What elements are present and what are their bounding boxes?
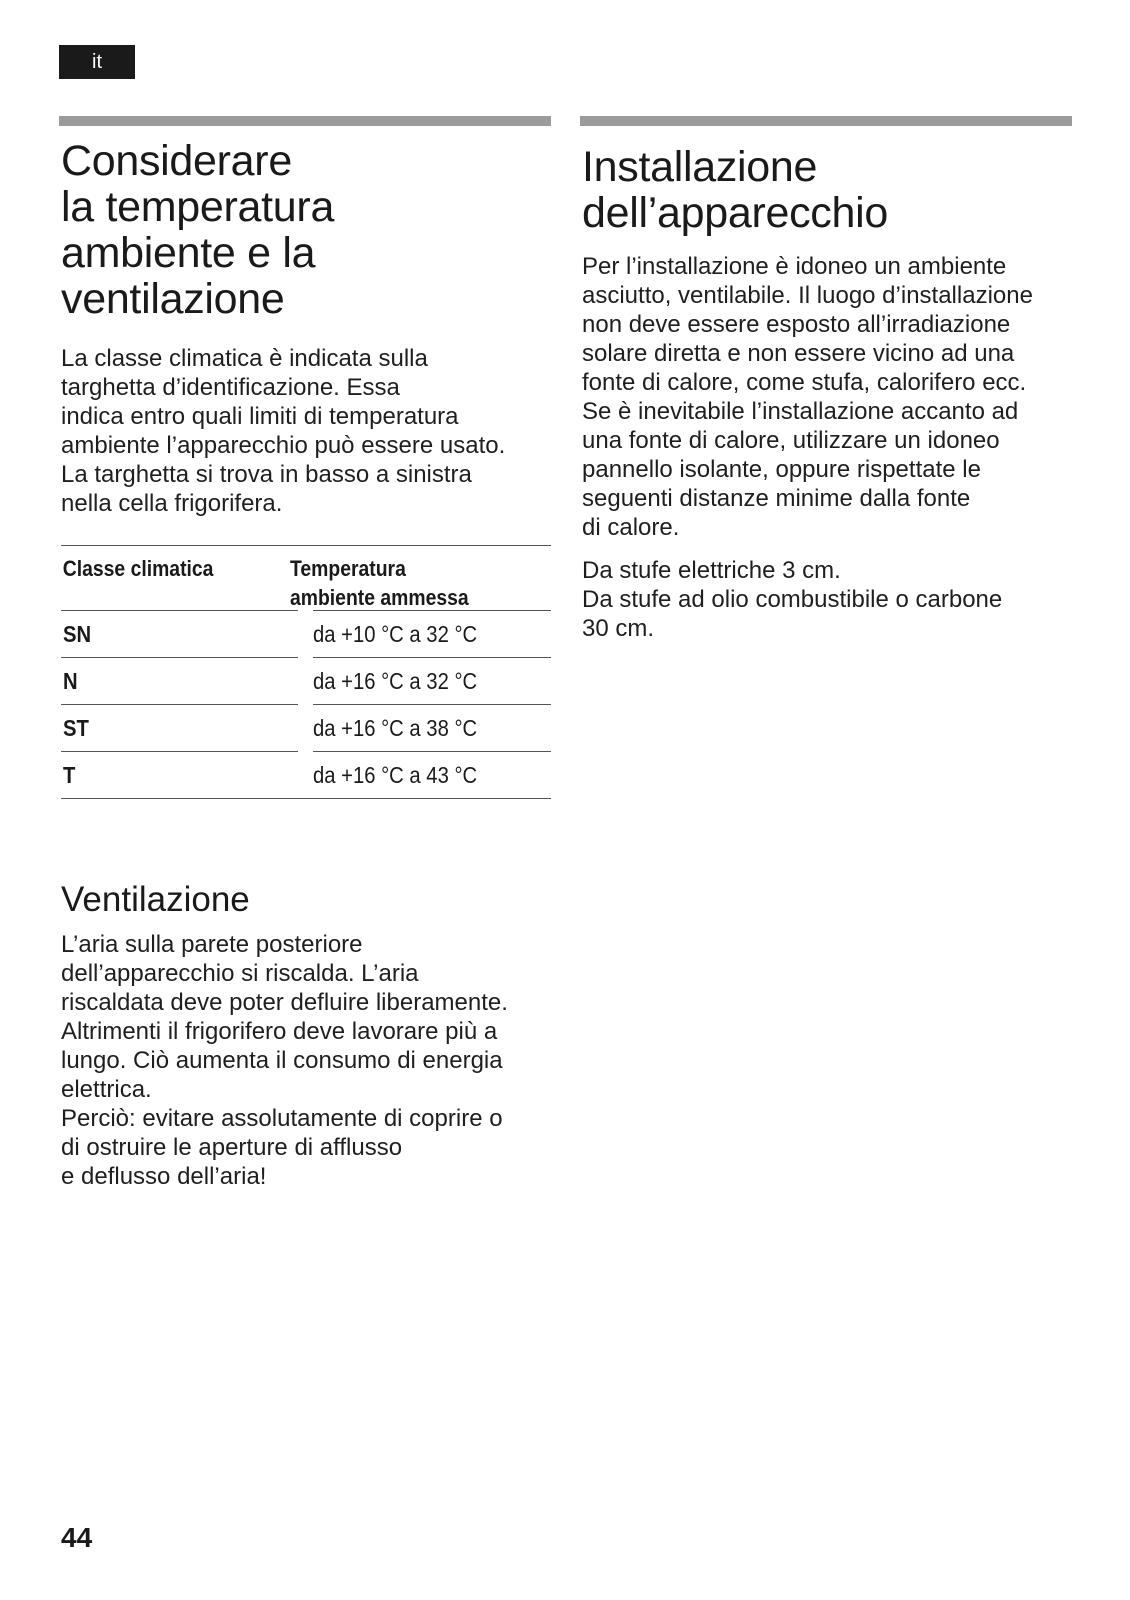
ventilation-title: Ventilazione bbox=[61, 880, 250, 919]
language-tag: it bbox=[59, 45, 135, 79]
installation-text: Per l’installazione è idoneo un ambiente asciutto, ventilabile. Il luogo d’installazione non deve essere esposto all’irradiazione solare diretta e non essere vicino ad una fonte di calore, come stufa, calorifero ecc. Se è inevitabile l’installazione accanto ad una fonte di calore, utilizzare un idoneo pannello isolante, oppure rispettate le seguenti distanze minime dalla fonte di calore. bbox=[582, 253, 1033, 541]
header-climate-class: Classe climatica bbox=[62, 556, 214, 581]
left-section-title: Considerare la temperatura ambiente e la ventilazione bbox=[61, 137, 335, 323]
temperature-cell: da +16 °C a 32 °C bbox=[313, 667, 478, 694]
table-row bbox=[61, 704, 551, 751]
class-cell: N bbox=[63, 667, 78, 694]
table-row bbox=[61, 657, 551, 704]
left-section-rule bbox=[59, 116, 551, 126]
right-section-rule bbox=[580, 116, 1072, 126]
table-row bbox=[61, 751, 551, 798]
right-column bbox=[582, 132, 1072, 643]
climate-class-table bbox=[61, 545, 551, 799]
left-column bbox=[61, 132, 551, 518]
temperature-cell: da +16 °C a 43 °C bbox=[313, 761, 478, 788]
ventilation-text: L’aria sulla parete posteriore dell’apparecchio si riscalda. L’aria riscaldata deve poter defluire liberamente. Altrimenti il frigorifero deve lavorare più a lungo. Ciò aumenta il consumo di energia elettrica. Perciò: evitare assolutamente di coprire o di ostruire le aperture di afflusso e deflusso dell’aria! bbox=[61, 931, 508, 1190]
temperature-cell: da +10 °C a 32 °C bbox=[313, 620, 478, 647]
class-cell: SN bbox=[63, 620, 92, 647]
table-row bbox=[61, 610, 551, 657]
class-cell: T bbox=[63, 761, 76, 788]
minimum-distances-text: Da stufe elettriche 3 cm. Da stufe ad olio combustibile o carbone 30 cm. bbox=[582, 557, 1003, 642]
table-header bbox=[61, 545, 551, 610]
class-cell: ST bbox=[63, 714, 89, 741]
page-number: 44 bbox=[61, 1522, 93, 1553]
climate-class-intro: La classe climatica è indicata sulla targhetta d’identificazione. Essa indica entro quali limiti di temperatura ambiente l’apparecchio può essere usato. La targhetta si trova in basso a sinistra nella cella frigorifera. bbox=[61, 345, 506, 517]
table-bottom-rule bbox=[61, 798, 551, 799]
temperature-cell: da +16 °C a 38 °C bbox=[313, 714, 478, 741]
ventilation-section bbox=[61, 880, 561, 1191]
header-ambient-temperature: Temperatura ambiente ammessa bbox=[289, 556, 469, 610]
right-section-title: Installazione dell’apparecchio bbox=[582, 143, 888, 237]
